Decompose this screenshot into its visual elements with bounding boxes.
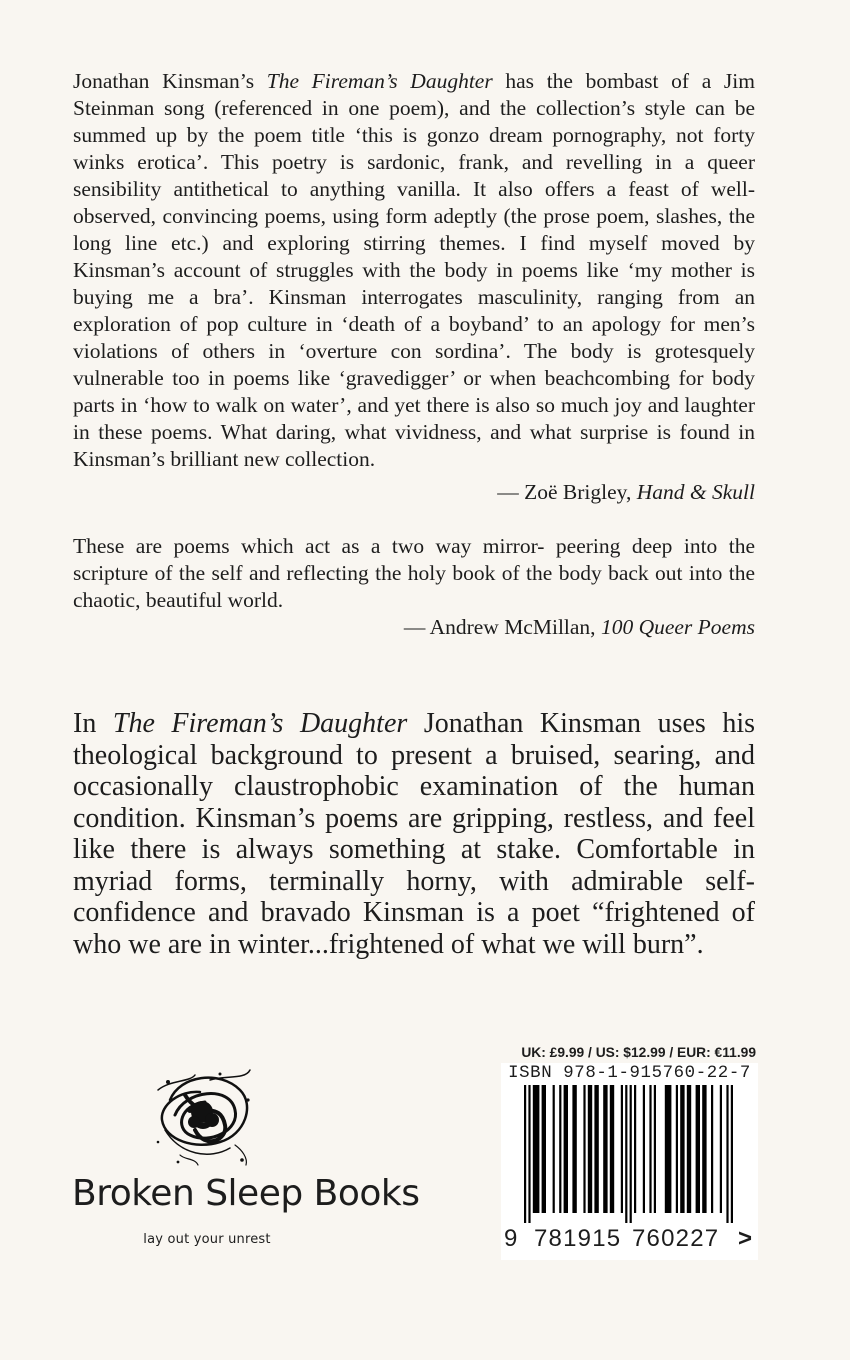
barcode-digits [501,1224,758,1254]
barcode-guard-bar [731,1085,733,1223]
barcode-bar [594,1085,598,1213]
barcode-guard-bar [726,1085,728,1223]
barcode-bar [711,1085,713,1213]
barcode-guard-bar [528,1085,530,1223]
barcode-bar [654,1085,656,1213]
barcode-bar [553,1085,555,1213]
review-blurb-mcmillan: These are poems which act as a two way mirror- peering deep into the scripture of the self and reflecting the holy book of the body back out into the chaotic, beautiful world. [73,534,755,612]
barcode-bar [533,1085,540,1213]
reviewer-source: Hand & Skull [636,480,755,504]
barcode-bar [720,1085,722,1213]
ink-scribble-logo-icon [150,1060,260,1170]
description-text: Jonathan Kinsman uses his theological background to present a bruised, searing, and occasionally claustrophobic examination of the human condition. Kinsman’s poems are gripping, restless, and feel like there is always something at stake. Comfortable in myriad forms, terminally horny, with admirable self-confidence and bravado Kinsman is a poet “frightened of who we are in winter...frightened of what we will burn”. [73,708,756,960]
reviewer-name: — Andrew McMillan, [403,615,601,639]
barcode-icon [501,1085,758,1225]
barcode-guard-bar [625,1085,627,1223]
barcode-bar [687,1085,691,1213]
barcode-left-digits: 781915 [534,1225,622,1252]
description-text: In [73,708,113,739]
barcode-bar [702,1085,706,1213]
barcode-bar [634,1085,636,1213]
barcode-right-digits: 760227 [632,1225,720,1252]
barcode-bar [643,1085,645,1213]
blurb-text: Jonathan Kinsman’s [73,69,267,93]
reviewer-name: — Zoë Brigley, [497,480,637,504]
book-description [73,708,755,960]
barcode-bar [610,1085,614,1213]
barcode-bar [603,1085,607,1213]
barcode-guard-bar [524,1085,526,1223]
barcode-panel [501,1063,758,1260]
barcode-first-digit: 9 [504,1225,518,1252]
isbn-label: ISBN 978-1-915760-22-7 [508,1064,751,1083]
barcode-bar [559,1085,561,1213]
barcode-bar [696,1085,700,1213]
blurb-text: has the bombast of a Jim Steinman song (referenced in one poem), and the collection’s style can be summed up by the poem title ‘this is gonzo dream pornography, not forty winks erotica’. This poetry is sardonic, frank, and revelling in a queer sensibility antithetical to anything vanilla. It also offers a feast of well-observed, convincing poems, using form adeptly (the prose poem, slashes, the long line etc.) and exploring stirring themes. I find myself moved by Kinsman’s account of struggles with the body in poems like ‘my mother is buying me a bra’. Kinsman interrogates masculinity, ranging from an exploration of pop culture in ‘death of a boyband’ to an apology for men’s violations of others in ‘overture con sordina’. The body is grotesquely vulnerable too in poems like ‘gravedigger’ or when beachcombing for body parts in ‘how to walk on water’, and yet there is also so much joy and laughter in these poems. What daring, what vividness, and what surprise is found in Kinsman’s brilliant new collection. [73,69,755,471]
barcode-bar [542,1085,546,1213]
publisher-name: Broken Sleep Books [72,1173,420,1214]
barcode-bar [588,1085,592,1213]
barcode-bar [583,1085,585,1213]
barcode-quiet-zone-marker: > [738,1225,753,1252]
barcode-bar [649,1085,651,1213]
review-blurb-brigley [73,68,755,473]
barcode-bar [564,1085,568,1213]
barcode-bar [621,1085,623,1213]
reviewer-source: 100 Queer Poems [600,615,755,639]
barcode-bar [572,1085,576,1213]
price-label: UK: £9.99 / US: $12.99 / EUR: €11.99 [521,1045,756,1060]
barcode-bar [680,1085,684,1213]
book-title: The Fireman’s Daughter [112,708,408,739]
publisher-tagline: lay out your unrest [143,1232,271,1247]
attribution-brigley [497,479,755,506]
barcode-bar [665,1085,672,1213]
attribution-mcmillan [404,614,755,641]
barcode-guard-bar [630,1085,632,1223]
book-title: The Fireman’s Daughter [266,69,493,93]
barcode-bar [676,1085,678,1213]
